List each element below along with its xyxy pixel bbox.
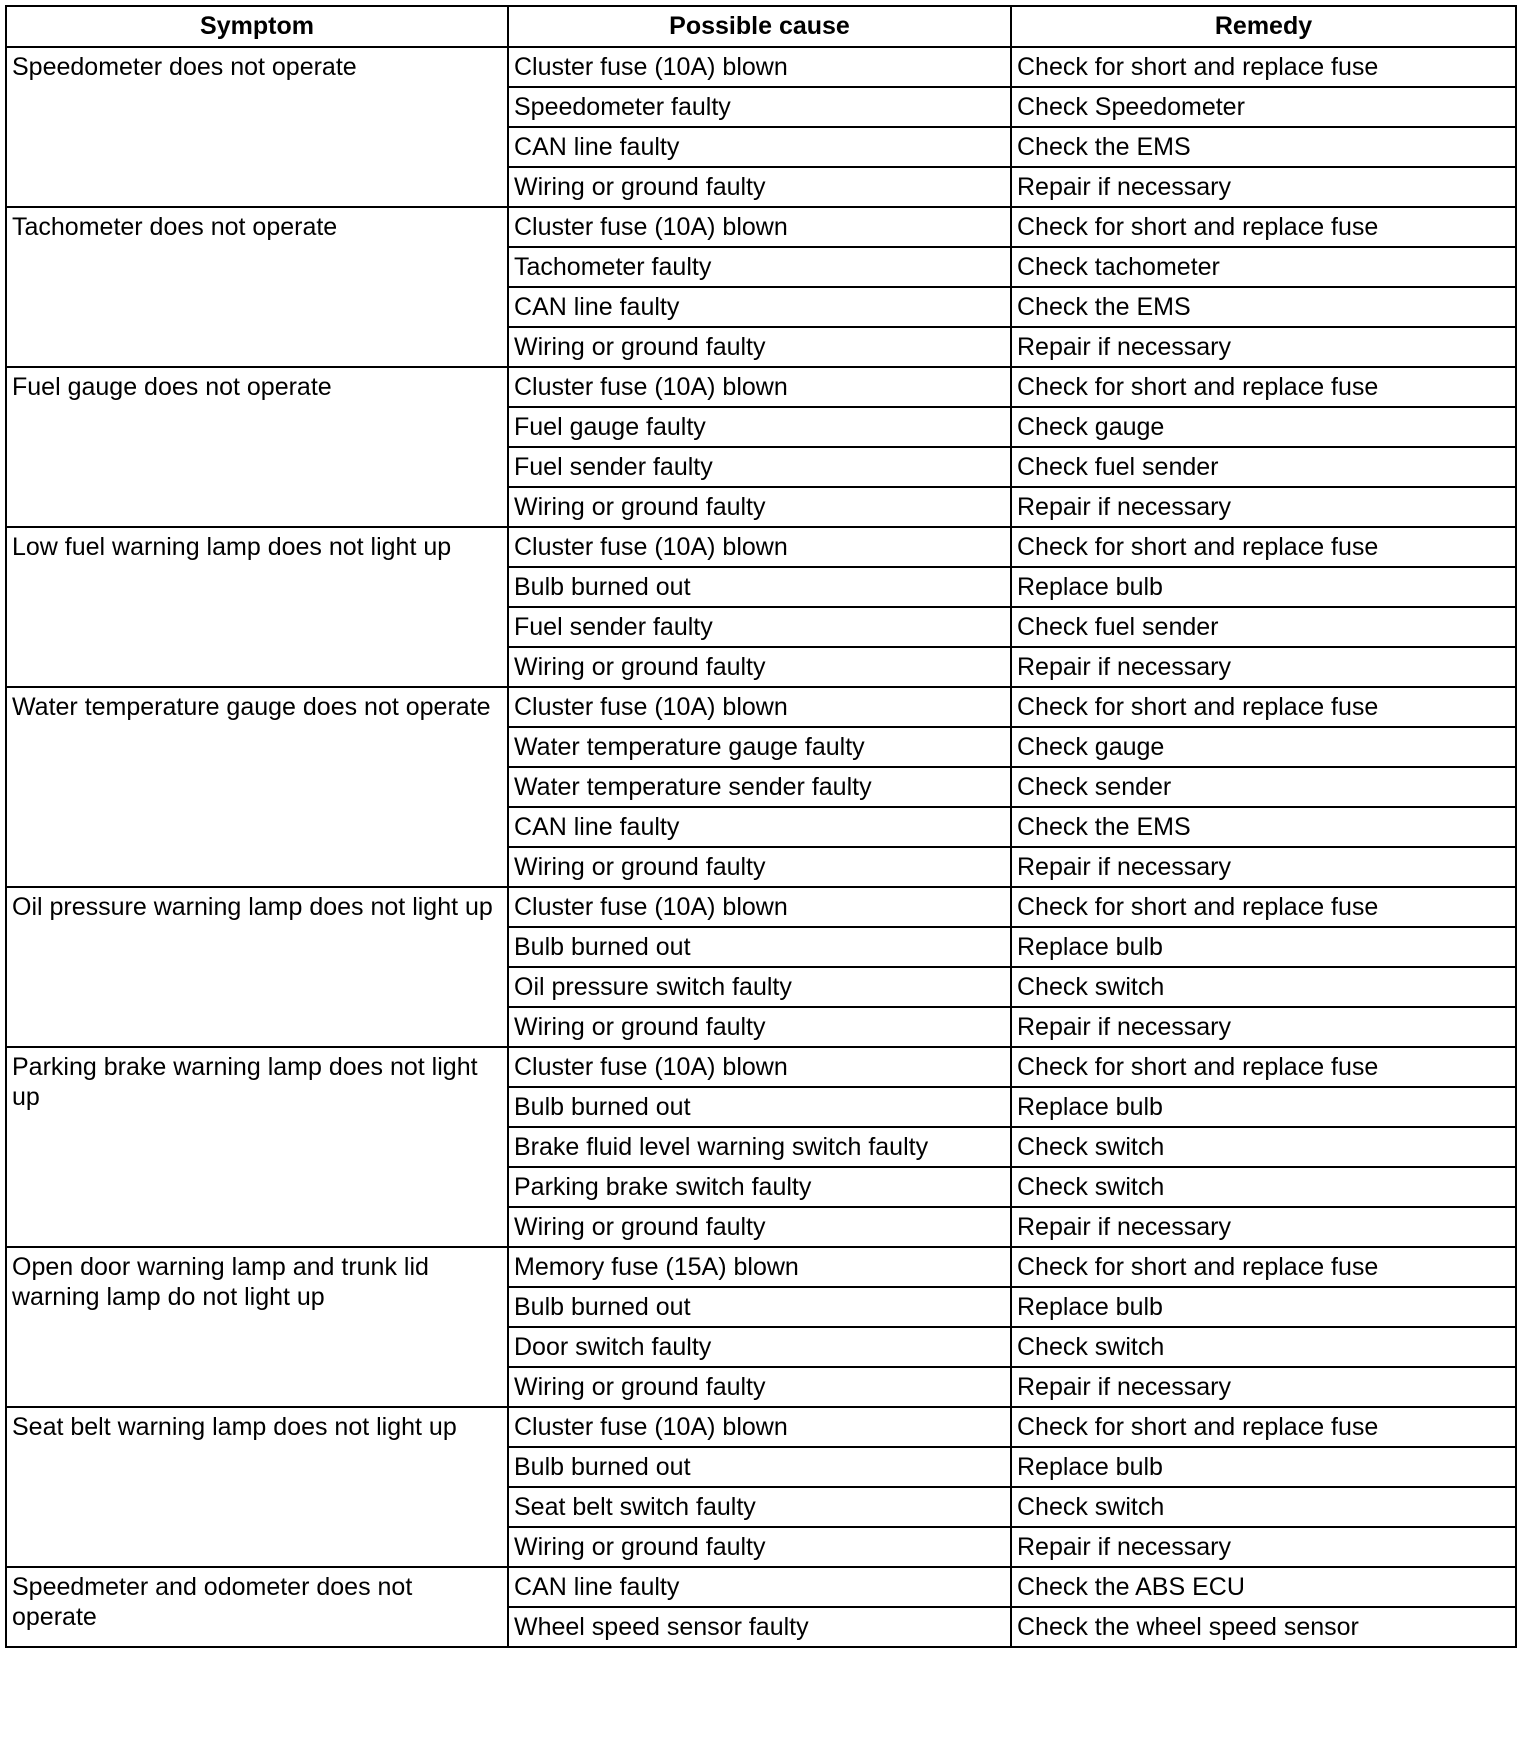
cause-cell: Wiring or ground faulty xyxy=(508,1207,1011,1247)
table-row xyxy=(6,47,1516,87)
cause-cell: Speedometer faulty xyxy=(508,87,1011,127)
cause-cell: Bulb burned out xyxy=(508,1087,1011,1127)
cause-cell: Wiring or ground faulty xyxy=(508,167,1011,207)
remedy-cell: Check gauge xyxy=(1011,407,1516,447)
remedy-cell: Repair if necessary xyxy=(1011,1367,1516,1407)
cause-cell: Bulb burned out xyxy=(508,927,1011,967)
remedy-cell: Check Speedometer xyxy=(1011,87,1516,127)
cause-cell: Tachometer faulty xyxy=(508,247,1011,287)
remedy-cell: Check for short and replace fuse xyxy=(1011,687,1516,727)
remedy-cell: Check for short and replace fuse xyxy=(1011,47,1516,87)
cause-cell: CAN line faulty xyxy=(508,287,1011,327)
symptom-cell: Speedmeter and odometer does not operate xyxy=(6,1567,508,1647)
remedy-cell: Repair if necessary xyxy=(1011,167,1516,207)
remedy-cell: Replace bulb xyxy=(1011,1087,1516,1127)
table-row xyxy=(6,887,1516,927)
cause-cell: Water temperature sender faulty xyxy=(508,767,1011,807)
table-row xyxy=(6,367,1516,407)
cause-cell: Wiring or ground faulty xyxy=(508,327,1011,367)
symptom-cell: Open door warning lamp and trunk lid warning lamp do not light up xyxy=(6,1247,508,1407)
remedy-cell: Check the ABS ECU xyxy=(1011,1567,1516,1607)
cause-cell: Cluster fuse (10A) blown xyxy=(508,1407,1011,1447)
remedy-cell: Check switch xyxy=(1011,967,1516,1007)
remedy-cell: Check for short and replace fuse xyxy=(1011,367,1516,407)
symptom-cell: Seat belt warning lamp does not light up xyxy=(6,1407,508,1567)
cause-cell: Parking brake switch faulty xyxy=(508,1167,1011,1207)
remedy-cell: Repair if necessary xyxy=(1011,1207,1516,1247)
cause-cell: Brake fluid level warning switch faulty xyxy=(508,1127,1011,1167)
remedy-cell: Check for short and replace fuse xyxy=(1011,207,1516,247)
cause-cell: CAN line faulty xyxy=(508,1567,1011,1607)
symptom-cell: Water temperature gauge does not operate xyxy=(6,687,508,887)
header-remedy: Remedy xyxy=(1011,6,1516,47)
table-row xyxy=(6,1407,1516,1447)
remedy-cell: Check the EMS xyxy=(1011,287,1516,327)
remedy-cell: Repair if necessary xyxy=(1011,327,1516,367)
header-possible-cause: Possible cause xyxy=(508,6,1011,47)
cause-cell: Memory fuse (15A) blown xyxy=(508,1247,1011,1287)
remedy-cell: Replace bulb xyxy=(1011,927,1516,967)
table-row xyxy=(6,1567,1516,1607)
remedy-cell: Check switch xyxy=(1011,1487,1516,1527)
remedy-cell: Check for short and replace fuse xyxy=(1011,527,1516,567)
symptom-cell: Tachometer does not operate xyxy=(6,207,508,367)
symptom-cell: Fuel gauge does not operate xyxy=(6,367,508,527)
remedy-cell: Check gauge xyxy=(1011,727,1516,767)
cause-cell: Cluster fuse (10A) blown xyxy=(508,207,1011,247)
remedy-cell: Check for short and replace fuse xyxy=(1011,1047,1516,1087)
table-row xyxy=(6,1047,1516,1087)
table-header-row xyxy=(6,6,1516,47)
cause-cell: Door switch faulty xyxy=(508,1327,1011,1367)
cause-cell: Wiring or ground faulty xyxy=(508,1367,1011,1407)
remedy-cell: Check the EMS xyxy=(1011,807,1516,847)
cause-cell: Bulb burned out xyxy=(508,1447,1011,1487)
remedy-cell: Check fuel sender xyxy=(1011,447,1516,487)
remedy-cell: Check for short and replace fuse xyxy=(1011,887,1516,927)
cause-cell: Fuel sender faulty xyxy=(508,607,1011,647)
table-body xyxy=(6,47,1516,1647)
remedy-cell: Check sender xyxy=(1011,767,1516,807)
remedy-cell: Replace bulb xyxy=(1011,567,1516,607)
cause-cell: CAN line faulty xyxy=(508,127,1011,167)
symptom-cell: Oil pressure warning lamp does not light up xyxy=(6,887,508,1047)
remedy-cell: Check switch xyxy=(1011,1327,1516,1367)
cause-cell: Wiring or ground faulty xyxy=(508,847,1011,887)
cause-cell: Seat belt switch faulty xyxy=(508,1487,1011,1527)
cause-cell: Oil pressure switch faulty xyxy=(508,967,1011,1007)
cause-cell: Cluster fuse (10A) blown xyxy=(508,527,1011,567)
cause-cell: Water temperature gauge faulty xyxy=(508,727,1011,767)
cause-cell: Wiring or ground faulty xyxy=(508,1527,1011,1567)
remedy-cell: Replace bulb xyxy=(1011,1447,1516,1487)
cause-cell: CAN line faulty xyxy=(508,807,1011,847)
remedy-cell: Repair if necessary xyxy=(1011,847,1516,887)
remedy-cell: Check switch xyxy=(1011,1127,1516,1167)
cause-cell: Wiring or ground faulty xyxy=(508,487,1011,527)
cause-cell: Cluster fuse (10A) blown xyxy=(508,887,1011,927)
symptom-cell: Speedometer does not operate xyxy=(6,47,508,207)
cause-cell: Cluster fuse (10A) blown xyxy=(508,687,1011,727)
remedy-cell: Check tachometer xyxy=(1011,247,1516,287)
cause-cell: Cluster fuse (10A) blown xyxy=(508,47,1011,87)
cause-cell: Bulb burned out xyxy=(508,567,1011,607)
remedy-cell: Check the wheel speed sensor xyxy=(1011,1607,1516,1647)
table-row xyxy=(6,1247,1516,1287)
symptom-cell: Low fuel warning lamp does not light up xyxy=(6,527,508,687)
table-row xyxy=(6,527,1516,567)
remedy-cell: Check for short and replace fuse xyxy=(1011,1247,1516,1287)
header-symptom: Symptom xyxy=(6,6,508,47)
cause-cell: Fuel sender faulty xyxy=(508,447,1011,487)
remedy-cell: Check fuel sender xyxy=(1011,607,1516,647)
troubleshooting-table xyxy=(5,5,1517,1648)
remedy-cell: Repair if necessary xyxy=(1011,1007,1516,1047)
remedy-cell: Check the EMS xyxy=(1011,127,1516,167)
cause-cell: Cluster fuse (10A) blown xyxy=(508,1047,1011,1087)
cause-cell: Bulb burned out xyxy=(508,1287,1011,1327)
table-row xyxy=(6,207,1516,247)
remedy-cell: Replace bulb xyxy=(1011,1287,1516,1327)
remedy-cell: Check switch xyxy=(1011,1167,1516,1207)
remedy-cell: Repair if necessary xyxy=(1011,487,1516,527)
cause-cell: Cluster fuse (10A) blown xyxy=(508,367,1011,407)
remedy-cell: Repair if necessary xyxy=(1011,1527,1516,1567)
remedy-cell: Repair if necessary xyxy=(1011,647,1516,687)
cause-cell: Wiring or ground faulty xyxy=(508,1007,1011,1047)
troubleshooting-table-container xyxy=(5,5,1515,1648)
cause-cell: Fuel gauge faulty xyxy=(508,407,1011,447)
table-row xyxy=(6,687,1516,727)
cause-cell: Wheel speed sensor faulty xyxy=(508,1607,1011,1647)
cause-cell: Wiring or ground faulty xyxy=(508,647,1011,687)
remedy-cell: Check for short and replace fuse xyxy=(1011,1407,1516,1447)
symptom-cell: Parking brake warning lamp does not light up xyxy=(6,1047,508,1247)
